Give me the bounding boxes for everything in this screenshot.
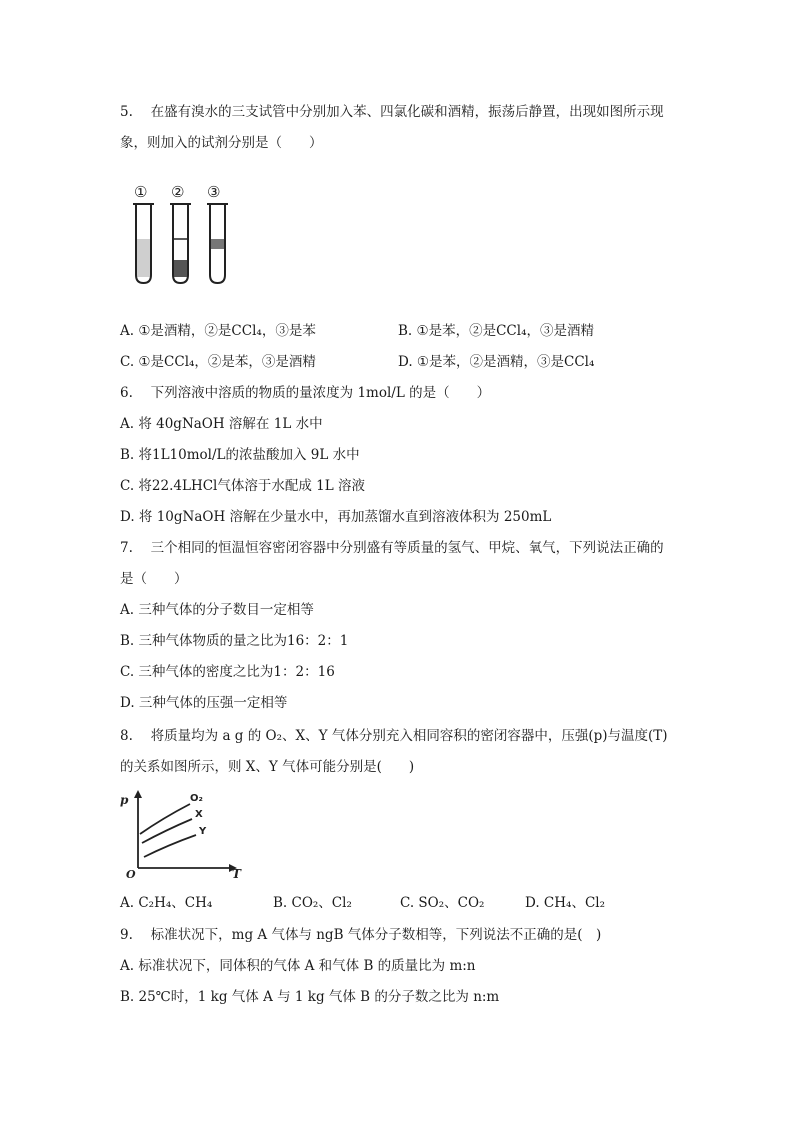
test-tube-3 bbox=[207, 204, 228, 283]
q8-option-a: A. C₂H₄、CH₄ bbox=[120, 895, 213, 911]
curve-label-y: Y bbox=[199, 826, 207, 837]
q9-option-b: B. 25℃时，1 kg 气体 A 与 1 kg 气体 B 的分子数之比为 n:m bbox=[120, 989, 500, 1005]
q5-option-a: A. ①是酒精，②是CCl₄，③是苯 bbox=[120, 323, 316, 339]
q5-option-b: B. ①是苯，②是CCl₄，③是酒精 bbox=[398, 323, 594, 339]
q5-stem-line1: 5. 在盛有溴水的三支试管中分别加入苯、四氯化碳和酒精，振荡后静置，出现如图所示现 bbox=[120, 104, 664, 120]
q6-stem: 6. 下列溶液中溶质的物质的量浓度为 1mol/L 的是（ ） bbox=[120, 385, 491, 401]
curve-o2 bbox=[140, 804, 190, 834]
q9-stem: 9. 标准状况下，mg A 气体与 ngB 气体分子数相等，下列说法不正确的是( ) bbox=[120, 927, 602, 943]
q7-option-c: C. 三种气体的密度之比为1：2：16 bbox=[120, 664, 335, 680]
q8-option-d: D. CH₄、Cl₂ bbox=[525, 895, 605, 911]
y-axis-label: p bbox=[120, 793, 129, 807]
q7-option-d: D. 三种气体的压强一定相等 bbox=[120, 695, 288, 711]
q6-option-a: A. 将 40gNaOH 溶解在 1L 水中 bbox=[120, 416, 323, 432]
q6-option-d: D. 将 10gNaOH 溶解在少量水中，再加蒸馏水直到溶液体积为 250mL bbox=[120, 509, 552, 525]
q8-option-b: B. CO₂、Cl₂ bbox=[273, 895, 352, 911]
q8-stem-line1: 8. 将质量均为 a g 的 O₂、X、Y 气体分别充入相同容积的密闭容器中，压强(p)与温度(T) bbox=[120, 728, 668, 744]
test-tube-2 bbox=[170, 204, 191, 283]
tube-label-3: ③ bbox=[207, 183, 221, 201]
tube-label-2: ② bbox=[171, 183, 185, 201]
q9-option-a: A. 标准状况下，同体积的气体 A 和气体 B 的质量比为 m:n bbox=[120, 958, 476, 974]
test-tubes-figure bbox=[120, 180, 240, 290]
q6-option-b: B. 将1L10mol/L的浓盐酸加入 9L 水中 bbox=[120, 447, 360, 463]
q5-option-d: D. ①是苯，②是酒精，③是CCl₄ bbox=[398, 354, 595, 370]
q5-stem-line2: 象，则加入的试剂分别是（ ） bbox=[120, 135, 323, 151]
test-tube-1 bbox=[133, 204, 154, 283]
q5-option-c: C. ①是CCl₄，②是苯，③是酒精 bbox=[120, 354, 316, 370]
origin-label: O bbox=[126, 868, 136, 880]
y-axis-arrow bbox=[134, 790, 142, 798]
curve-label-o2: O₂ bbox=[190, 793, 203, 804]
q8-stem-line2: 的关系如图所示，则 X、Y 气体可能分别是( ) bbox=[120, 759, 415, 775]
pressure-temperature-graph bbox=[118, 788, 248, 880]
q6-option-c: C. 将22.4LHCl气体溶于水配成 1L 溶液 bbox=[120, 478, 366, 494]
q7-option-b: B. 三种气体物质的量之比为16：2：1 bbox=[120, 633, 349, 649]
x-axis-label: T bbox=[232, 867, 241, 880]
tube-label-1: ① bbox=[134, 183, 148, 201]
q8-option-c: C. SO₂、CO₂ bbox=[400, 895, 485, 911]
q7-option-a: A. 三种气体的分子数目一定相等 bbox=[120, 602, 314, 618]
q7-stem-line2: 是（ ） bbox=[120, 571, 188, 587]
q7-stem-line1: 7. 三个相同的恒温恒容密闭容器中分别盛有等质量的氢气、甲烷、氧气，下列说法正确的 bbox=[120, 540, 664, 556]
curve-label-x: X bbox=[195, 809, 203, 820]
